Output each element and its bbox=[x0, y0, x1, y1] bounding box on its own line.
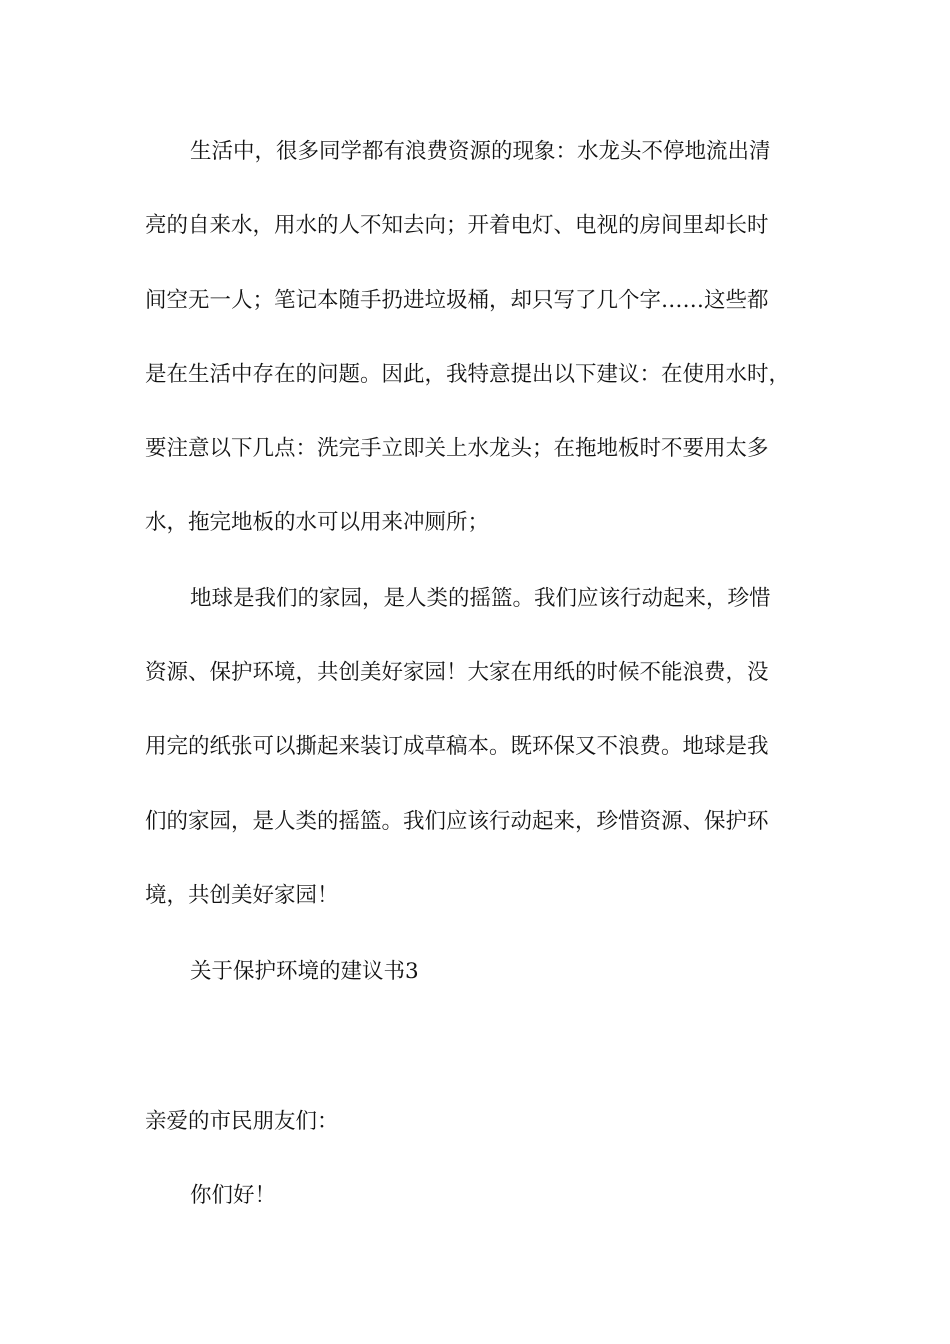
paragraph-2-line-1: 地球是我们的家园，是人类的摇篮。我们应该行动起来，珍惜 bbox=[190, 586, 771, 611]
section-title: 关于保护环境的建议书3 bbox=[190, 959, 419, 984]
paragraph-2-line-5: 境，共创美好家园！ bbox=[145, 883, 339, 908]
paragraph-2-line-4: 们的家园，是人类的摇篮。我们应该行动起来，珍惜资源、保护环 bbox=[145, 809, 769, 834]
paragraph-2-line-2: 资源、保护环境，共创美好家园！大家在用纸的时候不能浪费，没 bbox=[145, 660, 769, 685]
paragraph-2-line-3: 用完的纸张可以撕起来装订成草稿本。既环保又不浪费。地球是我 bbox=[145, 734, 769, 759]
paragraph-1-line-3: 间空无一人；笔记本随手扔进垃圾桶，却只写了几个字……这些都 bbox=[145, 288, 769, 313]
paragraph-1-line-2: 亮的自来水，用水的人不知去向；开着电灯、电视的房间里却长时 bbox=[145, 213, 769, 238]
paragraph-1-line-6: 水，拖完地板的水可以用来冲厕所； bbox=[145, 510, 490, 535]
paragraph-1-line-1: 生活中，很多同学都有浪费资源的现象：水龙头不停地流出清 bbox=[190, 139, 771, 164]
paragraph-1-line-4: 是在生活中存在的问题。因此，我特意提出以下建议：在使用水时， bbox=[145, 362, 791, 387]
salutation: 亲爱的市民朋友们： bbox=[145, 1109, 339, 1134]
greeting: 你们好！ bbox=[190, 1183, 277, 1208]
paragraph-1-line-5: 要注意以下几点：洗完手立即关上水龙头；在拖地板时不要用太多 bbox=[145, 436, 769, 461]
